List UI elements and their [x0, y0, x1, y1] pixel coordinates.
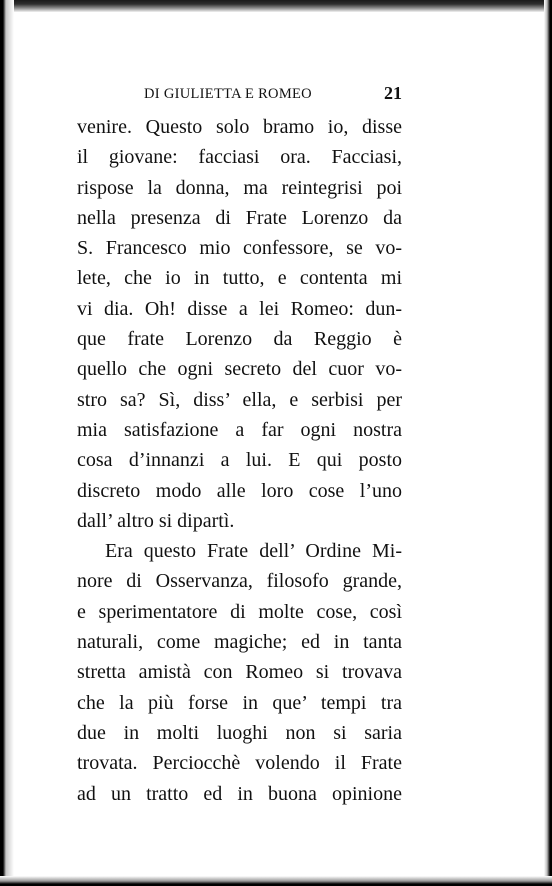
text-line: discreto modo alle loro cose l’uno: [77, 479, 402, 502]
text-line: que frate Lorenzo da Reggio è: [77, 328, 402, 351]
text-line: dall’ altro si dipartì.: [77, 509, 235, 532]
text-line: venire. Questo solo bramo io, disse: [77, 116, 402, 138]
page-header: [144, 83, 402, 110]
text-line: cosa d’innanzi a lui. E qui posto: [77, 449, 402, 472]
text-line: vi dia. Oh! disse a lei Romeo: dun-: [77, 297, 402, 320]
text-line: stro sa? Sì, diss’ ella, e serbisi per: [77, 388, 402, 411]
page-top-edge: [0, 0, 552, 12]
text-line: lete, che io in tutto, e contenta mi: [77, 267, 402, 290]
text-line: stretta amistà con Romeo si trovava: [77, 661, 402, 684]
page-bottom-edge: [0, 876, 552, 886]
paragraph-1: [77, 112, 402, 536]
text-line: nella presenza di Frate Lorenzo da: [77, 206, 402, 229]
text-line: rispose la donna, ma reintegrisi poi: [77, 176, 402, 199]
text-line: due in molti luoghi non si saria: [77, 721, 402, 744]
running-title: DI GIULIETTA E ROMEO: [144, 86, 312, 102]
page-number: 21: [384, 83, 402, 103]
text-line: che la più forse in que’ tempi tra: [77, 691, 402, 714]
text-line: il giovane: facciasi ora. Facciasi,: [77, 146, 402, 169]
text-line: naturali, come magiche; ed in tanta: [77, 631, 402, 654]
text-line: Era questo Frate dell’ Ordine Mi-: [105, 540, 402, 563]
text-line: trovata. Perciocchè volendo il Frate: [77, 752, 402, 775]
body-text: [77, 112, 402, 809]
text-line: nore di Osservanza, filosofo grande,: [77, 570, 402, 593]
text-line: ad un tratto ed in buona opinione: [77, 782, 402, 805]
text-line: S. Francesco mio confessore, se vo-: [77, 237, 402, 260]
text-line: e sperimentatore di molte cose, così: [77, 600, 402, 623]
text-line: quello che ogni secreto del cuor vo-: [77, 358, 402, 381]
page-right-edge: [544, 0, 552, 886]
text-line: mia satisfazione a far ogni nostra: [77, 418, 402, 441]
page-left-edge: [0, 0, 14, 886]
paragraph-2: [77, 536, 402, 809]
